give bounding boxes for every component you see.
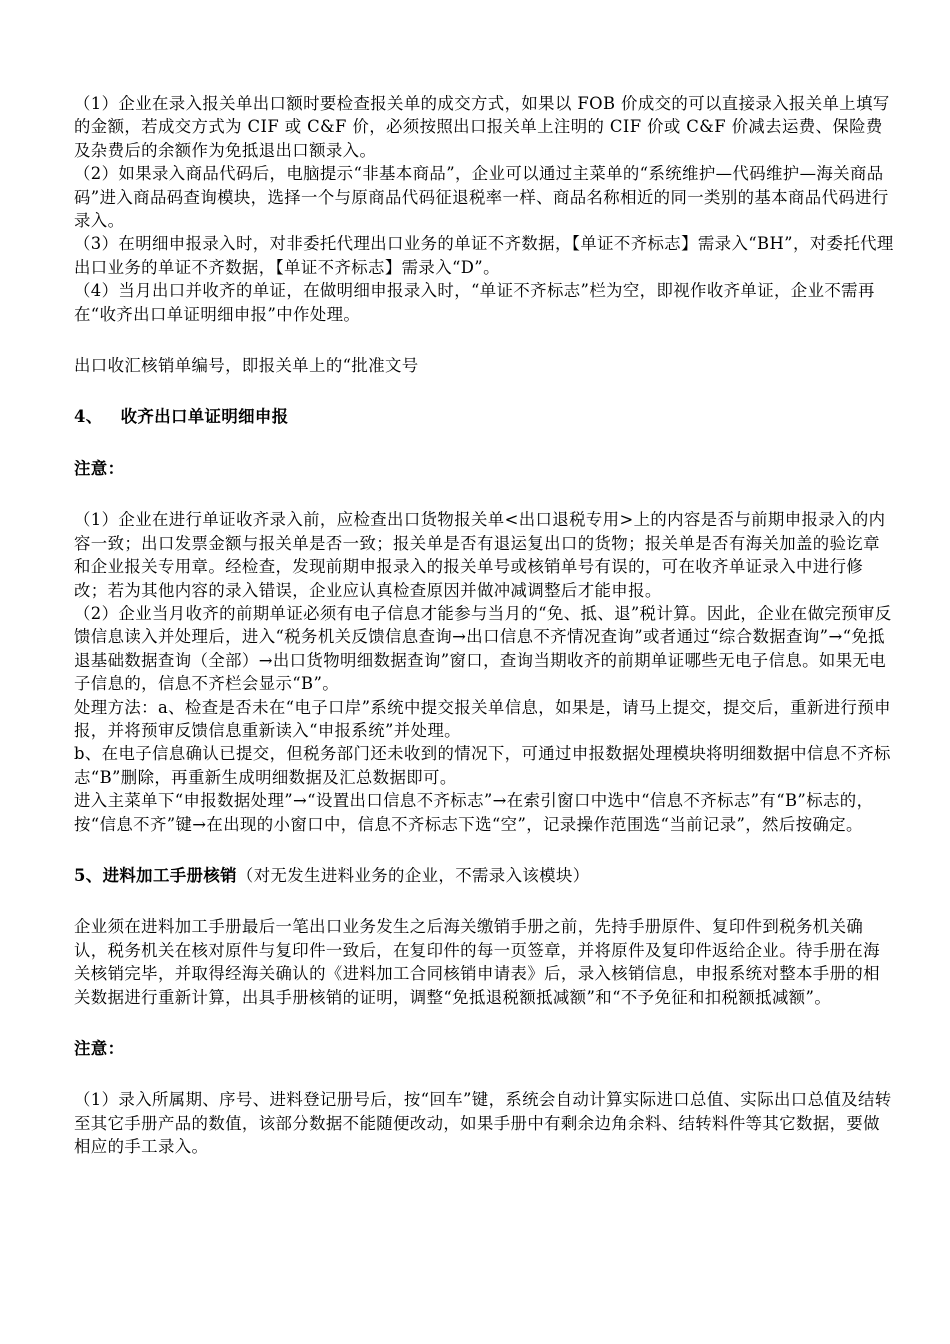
intro-note-1: （1）企业在录入报关单出口额时要检查报关单的成交方式，如果以 FOB 价成交的可以直接录入报关单上填写的金额，若成交方式为 CIF 或 C&F 价，必须按照出口报关单上注明的 CIF 价或 C&F 价减去运费、保险费及杂费后的余额作为免抵退出口额录入。 (74, 94, 890, 160)
section-4-body (74, 508, 894, 836)
section-5-heading (74, 864, 894, 887)
section-4-method-b: b、在电子信息确认已提交，但税务部门还未收到的情况下，可通过申报数据处理模块将明细数据中信息不齐标志“B”删除，再重新生成明细数据及汇总数据即可。 (74, 744, 891, 787)
section-5-attention: 注意： (74, 1039, 125, 1058)
section-5-note-1: （1）录入所属期、序号、进料登记册号后，按“回车”键，系统会自动计算实际进口总值、实际出口总值及结转至其它手册产品的数值，该部分数据不能随便改动，如果手册中有剩余边角余料、结转料件等其它数据，要做相应的手工录入。 (74, 1090, 892, 1157)
section-4-heading (74, 405, 894, 428)
section-4-note-1: （1）企业在进行单证收齐录入前，应检查出口货物报关单<出口退税专用>上的内容是否与前期申报录入的内容一致；出口发票金额与报关单是否一致；报关单是否有退运复出口的货物；报关单是否有海关加盖的验讫章和企业报关专用章。经检查，发现前期申报录入的报关单号或核销单号有误的，可在收齐单证录入中进行修改；若为其他内容的录入错误，企业应认真检查原因并做冲减调整后才能申报。 (74, 510, 886, 600)
intro-note-2: （2）如果录入商品代码后，电脑提示“非基本商品”，企业可以通过主菜单的“系统维护—代码维护—海关商品码”进入商品码查询模块，选择一个与原商品代码征退税率一样、商品名称相近的同一类别的基本商品代码进行录入。 (74, 164, 889, 231)
intro-notes (74, 92, 894, 326)
section-4-method-a: 处理方法：a、检查是否未在“电子口岸”系统中提交报关单信息，如果是，请马上提交，提交后，重新进行预申报，并将预审反馈信息重新读入“申报系统”并处理。 (74, 697, 891, 740)
section-4-attention: 注意： (74, 458, 125, 478)
section-5-title: 5、进料加工手册核销 (74, 865, 237, 885)
section-4-menu-steps: 进入主菜单下“申报数据处理”→“设置出口信息不齐标志”→在索引窗口中选中“信息不齐标志”有“B”标志的，按“信息不齐”键→在出现的小窗口中，信息不齐标志下选“空”，记录操作范围选“当前记录”，然后按确定。 (74, 791, 874, 834)
intro-note-4: （4）当月出口并收齐的单证，在做明细申报录入时，“单证不齐标志”栏为空，即视作收齐单证，企业不需再在“收齐出口单证明细申报”中作处理。 (74, 281, 875, 324)
section-4-note-2: （2）企业当月收齐的前期单证必须有电子信息才能参与当月的“免、抵、退”税计算。因此，企业在做完预审反馈信息读入并处理后，进入“税务机关反馈信息查询→出口信息不齐情况查询”或者通过“综合数据查询”→“免抵退基础数据查询（全部）→出口货物明细数据查询”窗口，查询当期收齐的前期单证哪些无电子信息。如果无电子信息的，信息不齐栏会显示“B”。 (74, 603, 892, 694)
section-5-subtitle: （对无发生进料业务的企业，不需录入该模块） (236, 865, 590, 885)
intro-note-3: （3）在明细申报录入时，对非委托代理出口业务的单证不齐数据，【单证不齐标志】需录入“BH”，对委托代理出口业务的单证不齐数据，【单证不齐标志】需录入“D”。 (74, 234, 894, 277)
section-4-number: 4、 (74, 407, 103, 427)
document-page (74, 92, 894, 1159)
section-4-title: 收齐出口单证明细申报 (120, 407, 289, 427)
verification-note: 出口收汇核销单编号，即报关单上的“批准文号 (74, 356, 419, 376)
section-5-paragraph: 企业须在进料加工手册最后一笔出口业务发生之后海关缴销手册之前，先持手册原件、复印件到税务机关确认，税务机关在核对原件与复印件一致后，在复印件的每一页签章，并将原件及复印件返给企业。待手册在海关核销完毕，并取得经海关确认的《进料加工合同核销申请表》后，录入核销信息，申报系统对整本手册的相关数据进行重新计算，出具手册核销的证明，调整“免抵退税额抵减额”和“不予免征和扣税额抵减额”。 (74, 917, 880, 1007)
